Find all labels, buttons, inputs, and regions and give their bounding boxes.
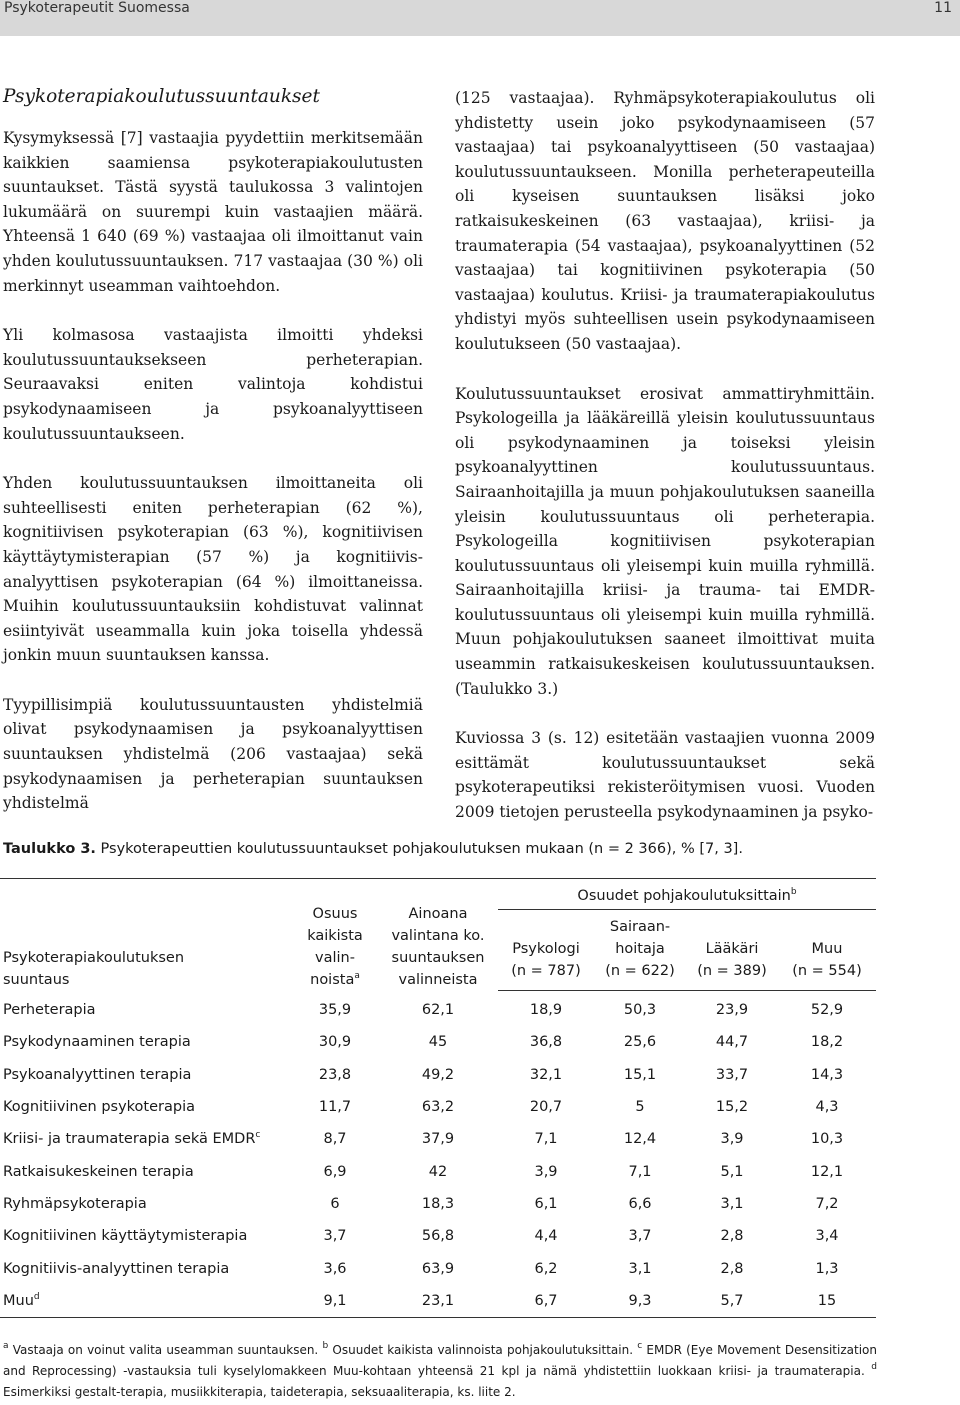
col-header-osuus	[292, 879, 378, 991]
row-label	[0, 1285, 292, 1318]
row-label	[0, 1155, 292, 1187]
table-row	[0, 1091, 876, 1123]
table-cell: 3,7	[323, 1228, 347, 1245]
table-cell: 11,7	[318, 1099, 352, 1116]
running-header	[0, 0, 960, 36]
table-cell: 10,3	[810, 1131, 844, 1148]
table-cell: 23,8	[318, 1066, 352, 1083]
table-cell: 37,9	[421, 1131, 455, 1148]
table-cell: 6,1	[534, 1195, 558, 1212]
group-header-text: Osuudet pohjakoulutuksittain	[577, 888, 791, 904]
header-line: Sairaan-	[609, 919, 671, 935]
table-cell: 7,1	[628, 1163, 652, 1180]
table-cell: 20,7	[529, 1099, 563, 1116]
table-cell: 6,2	[534, 1260, 558, 1277]
row-label	[0, 1059, 292, 1091]
header-line: valinneista	[398, 971, 478, 988]
header-line: kaikista	[307, 927, 363, 944]
table-cell: 12,4	[623, 1131, 657, 1148]
header-line: hoitaja	[615, 941, 665, 957]
table-row	[0, 1123, 876, 1155]
col-header-sairaanhoitaja	[594, 910, 686, 991]
header-line: Osuus	[312, 905, 358, 922]
header-line: suuntauksen	[391, 949, 485, 966]
col-group-header	[498, 879, 876, 910]
table-cell: 1,3	[815, 1260, 839, 1277]
table-cell: 63,2	[421, 1099, 455, 1116]
table-cell: 33,7	[715, 1066, 749, 1083]
header-line: (n = 389)	[697, 963, 767, 979]
table-cell: 2,8	[720, 1260, 744, 1277]
table-body	[0, 991, 876, 1318]
table-cell: 15	[778, 1285, 876, 1318]
table-cell: 36,8	[529, 1034, 563, 1051]
data-table	[0, 878, 876, 1318]
row-label	[0, 991, 292, 1027]
row-label-text: Ryhmäpsykoterapia	[3, 1195, 147, 1212]
table-cell: 7,1	[534, 1131, 558, 1148]
header-line: Ainoana	[408, 905, 468, 922]
body-paragraph: Kuviossa 3 (s. 12) esitetään vastaajien vuonna 2009 esittämät koulutussuuntaukset sekä psykoterapeutiksi rekisteröitymisen vuosi. Vuoden 2009 tietojen perusteella psykodynaaminen ja psyko-	[455, 729, 875, 822]
col-header-ainoana	[378, 879, 498, 991]
table-cell: 25,6	[623, 1034, 657, 1051]
table-row	[0, 1188, 876, 1220]
table-cell: 5,1	[720, 1163, 744, 1180]
header-line: (n = 787)	[511, 963, 581, 979]
footnote-text: Esimerkiksi gestalt-terapia, musiikkiterapia, taideterapia, seksuaaliterapia, ks. liite 2.	[3, 1385, 516, 1399]
row-label-text: Perheterapia	[3, 1001, 96, 1018]
table-row	[0, 1026, 876, 1058]
col-header-laakari	[686, 910, 778, 991]
body-paragraph: (125 vastaajaa). Ryhmäpsykoterapiakoulutus oli yhdistetty usein joko psykodynaamiseen (57 vastaajaa) tai psykoanalyyttiseen (50 vastaajaa) koulutussuuntaukseen. Monilla perheterapeuteilla oli kyseisen suuntauksen lisäksi joko ratkaisukeskeinen (63 vastaajaa), kriisi- ja traumaterapia (54 vastaajaa), psykoanalyyttinen (52 vastaajaa) tai kognitiivinen psykoterapia (50 vastaajaa) koulutus. Kriisi- ja traumaterapiakoulutus yhdistyi myös suhteellisen usein psykodynaamiseen koulutukseen (50 vastaajaa).	[455, 89, 875, 353]
row-label	[0, 1252, 292, 1284]
table-cell: 23,1	[378, 1285, 498, 1318]
header-line: suuntaus	[3, 971, 70, 988]
header-line: (n = 554)	[792, 963, 862, 979]
footnote-mark: a	[354, 970, 360, 981]
table-cell: 63,9	[421, 1260, 455, 1277]
table-cell: 18,2	[810, 1034, 844, 1051]
header-line: Psykologi	[512, 941, 580, 957]
row-label	[0, 1188, 292, 1220]
table-cell: 15,1	[623, 1066, 657, 1083]
footnote-mark: c	[255, 1130, 261, 1141]
table-cell: 5	[635, 1099, 645, 1116]
table-cell: 52,9	[810, 1002, 844, 1019]
table-caption	[3, 838, 943, 860]
table-cell: 50,3	[623, 1002, 657, 1019]
table-cell: 4,4	[534, 1228, 558, 1245]
table-cell: 45	[428, 1034, 448, 1051]
table-cell: 9,3	[594, 1285, 686, 1318]
right-column	[455, 86, 875, 850]
table-cell: 18,3	[421, 1195, 455, 1212]
table-cell: 2,8	[720, 1228, 744, 1245]
table-footnotes	[3, 1340, 877, 1403]
footnote-mark: c	[637, 1341, 643, 1351]
table-cell: 3,9	[534, 1163, 558, 1180]
table-cell: 8,7	[323, 1131, 347, 1148]
table-row	[0, 1285, 876, 1318]
row-label	[0, 1026, 292, 1058]
table-cell: 62,1	[421, 1001, 455, 1018]
header-line	[292, 969, 378, 991]
row-label-text: Ratkaisukeskeinen terapia	[3, 1163, 194, 1180]
row-label-text: Psykoanalyyttinen terapia	[3, 1066, 192, 1083]
header-line: (n = 622)	[605, 963, 675, 979]
table-cell: 23,9	[715, 1002, 749, 1019]
table-cell: 5,7	[686, 1285, 778, 1318]
footnote-mark: b	[322, 1341, 329, 1351]
header-line: Muu	[811, 941, 843, 957]
footnote-mark: b	[790, 887, 797, 897]
table-cell: 56,8	[421, 1228, 455, 1245]
page-number: 11	[934, 0, 952, 16]
body-paragraph: Koulutussuuntaukset erosivat ammattiryhmittäin. Psykologeilla ja lääkäreillä yleisin koulutussuuntaus oli psykodynaaminen ja toiseksi yleisin psykoanalyyttinen koulutussuuntaus. Sairaanhoitajilla ja muun pohjakoulutuksen saaneilla yleisin koulutussuuntaus oli perheterapia. Psykologeilla kognitiivisen psykoterapian koulutussuuntaus oli yleisempi kuin muilla ryhmillä. Sairaanhoitajilla kriisi- ja trauma- tai EMDR-koulutussuuntaus oli yleisempi kuin muilla ryhmillä. Muun pohjakoulutuksen saaneet ilmoittivat muita useammin ratkaisukeskeisen koulutussuuntauksen. (Taulukko 3.)	[455, 384, 875, 698]
row-label-text: Kognitiivis-analyyttinen terapia	[3, 1260, 230, 1277]
header-line: Psykoterapiakoulutuksen	[3, 949, 185, 966]
body-paragraph: Kysymyksessä [7] vastaajia pyydettiin merkitsemään kaikkien saamiensa psykoterapiakoulutusten suuntaukset. Tästä syystä taulukossa 3 valintojen lukumäärä on suurempi kuin vastaajien määrä. Yhteensä 1 640 (69 %) vastaajaa oli ilmoittanut vain yhden koulutussuuntauksen. 717 vastaajaa (30 %) oli merkinnyt useamman vaihtoehdon.	[3, 129, 423, 295]
table-cell: 12,1	[810, 1163, 844, 1180]
footnote-mark: d	[33, 1291, 40, 1302]
table-cell: 6,6	[628, 1195, 652, 1212]
table-row	[0, 1059, 876, 1091]
header-text: noista	[310, 971, 355, 988]
table-cell: 18,9	[529, 1002, 563, 1019]
col-header-muu	[778, 910, 876, 991]
table-row	[0, 1220, 876, 1252]
table-cell: 9,1	[292, 1285, 378, 1318]
table-cell: 49,2	[421, 1066, 455, 1083]
left-column	[3, 84, 423, 841]
row-label	[0, 1123, 292, 1155]
header-line: valintana ko.	[391, 927, 485, 944]
row-label-text: Kognitiivinen käyttäytymisterapia	[3, 1228, 248, 1245]
table-cell: 3,9	[720, 1131, 744, 1148]
table-cell: 3,1	[628, 1260, 652, 1277]
table-caption-text: Psykoterapeuttien koulutussuuntaukset pohjakoulutuksen mukaan (n = 2 366), % [7, 3].	[100, 841, 743, 857]
table-cell: 6,9	[323, 1163, 347, 1180]
header-line: valin-	[315, 949, 355, 966]
table-cell: 6	[330, 1195, 340, 1212]
table-row	[0, 1252, 876, 1284]
row-label-text: Kriisi- ja traumaterapia sekä EMDR	[3, 1131, 256, 1148]
table-row	[0, 991, 876, 1027]
row-label-text: Muu	[3, 1292, 34, 1309]
publication-title: Psykoterapeutit Suomessa	[4, 0, 190, 16]
table-caption-label: Taulukko 3.	[3, 841, 96, 857]
table-cell: 4,3	[815, 1099, 839, 1116]
table-row	[0, 1155, 876, 1187]
table-cell: 3,6	[323, 1260, 347, 1277]
table-cell: 44,7	[715, 1034, 749, 1051]
body-paragraph: Yli kolmasosa vastaajista ilmoitti yhdeksi koulutussuuntauksekseen perheterapian. Seuraavaksi eniten valintoja kohdistui psykodynaamiseen ja psykoanalyyttiseen koulutussuuntaukseen.	[3, 326, 423, 443]
table-cell: 7,2	[815, 1195, 839, 1212]
body-paragraph: Yhden koulutussuuntauksen ilmoittaneita oli suhteellisesti eniten perheterapian (62 %), kognitiivisen psykoterapian (63 %), kognitiivisen käyttäytymisterapian (57 %) ja kognitiivis-analyyttisen psykoterapian (64 %) ilmoittaneissa. Muihin koulutussuuntauksiin kohdistuvat valinnat esiintyivät useammalla kuin joka toisella yhdessä jonkin muun suuntauksen kanssa.	[3, 474, 423, 665]
table-cell: 3,1	[720, 1195, 744, 1212]
row-label-text: Psykodynaaminen terapia	[3, 1034, 191, 1051]
footnote-text: Osuudet kaikista valinnoista pohjakoulutuksittain.	[332, 1343, 634, 1357]
footnote-text: EMDR (Eye Movement Desensitization and Reprocessing) -vastauksia tuli kyselylomakkeen Muu-kohtaan yhteensä 21 kpl ja nämä yhdistettiin luokkaan kriisi- ja traumaterapia.	[3, 1343, 877, 1378]
footnote-text: Vastaaja on voinut valita useamman suuntauksen.	[12, 1343, 319, 1357]
col-header-psykologi	[498, 910, 594, 991]
table-cell: 14,3	[810, 1066, 844, 1083]
body-paragraph: Tyypillisimpiä koulutussuuntausten yhdistelmiä olivat psykodynaamisen ja psykoanalyyttisen suuntauksen yhdistelmä (206 vastaajaa) sekä psykodynaamisen ja perheterapian suuntauksen yhdistelmä	[3, 695, 423, 813]
table-cell: 3,4	[815, 1228, 839, 1245]
header-line: Lääkäri	[705, 941, 759, 957]
col-header-suuntaus	[0, 879, 292, 991]
row-label	[0, 1220, 292, 1252]
table-cell: 15,2	[715, 1099, 749, 1116]
table-cell: 3,7	[628, 1228, 652, 1245]
footnote-mark: a	[3, 1341, 9, 1351]
footnote-mark: d	[871, 1362, 877, 1372]
table-cell: 6,7	[498, 1285, 594, 1318]
table-cell: 32,1	[529, 1066, 563, 1083]
row-label-text: Kognitiivinen psykoterapia	[3, 1099, 196, 1116]
table-cell: 35,9	[318, 1001, 352, 1018]
table-cell: 30,9	[318, 1034, 352, 1051]
table-cell: 42	[428, 1163, 448, 1180]
section-heading: Psykoterapiakoulutussuuntaukset	[3, 86, 320, 107]
row-label	[0, 1091, 292, 1123]
